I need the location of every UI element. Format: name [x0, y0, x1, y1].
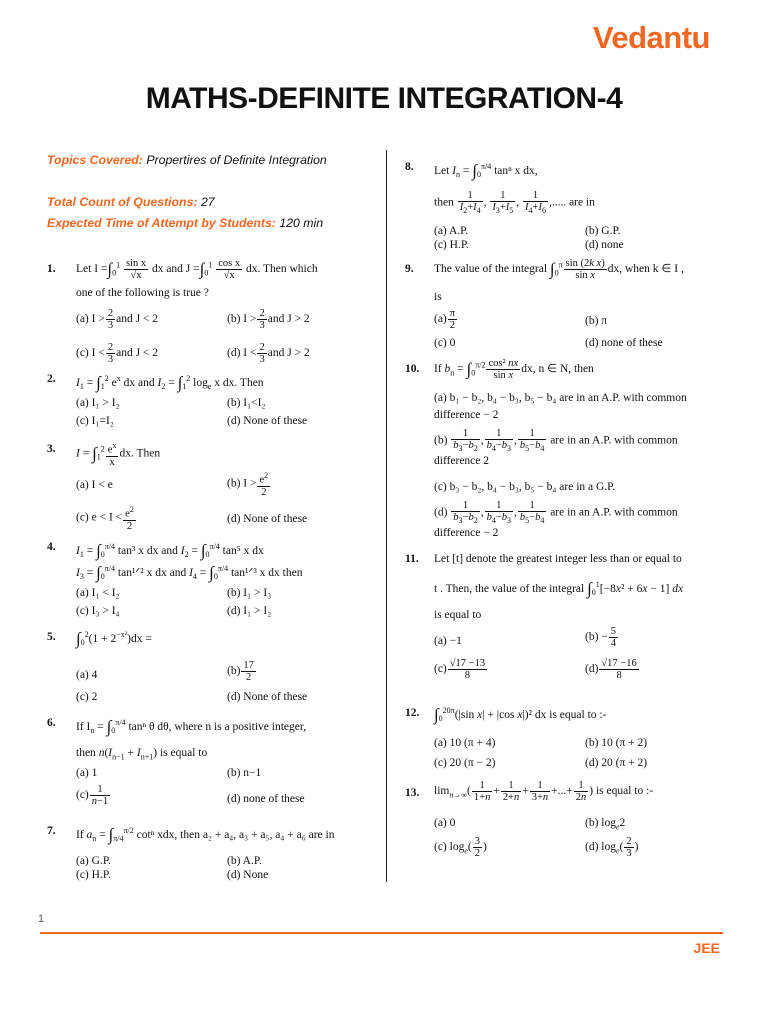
option-a: (a) −1 — [434, 635, 462, 647]
option-b: (b) $\log_e2$ — [585, 817, 626, 832]
q7-text: If — [76, 828, 84, 841]
q6-text: is equal to — [159, 747, 208, 759]
option-a: (a) I₁ > I₂ — [76, 397, 120, 409]
q4-text: tan⁵ x dx — [222, 544, 264, 557]
option-c: (c) $\log_e$( $\frac{3}{2}$ ) — [434, 836, 487, 859]
q10-text: dx, n ∈ N, then — [521, 363, 594, 376]
option-d: (d) $\log_e$( $\frac{2}{3}$ ) — [585, 836, 639, 859]
footer-divider — [40, 932, 723, 934]
q3-text: dx. Then — [119, 447, 161, 460]
count-line — [47, 192, 215, 213]
option-a: (a) 4 — [76, 669, 98, 681]
option-d: (d) $\frac{1}{b_3-b_2}$ , $\frac{1}{b_4-b_3}$ , $\frac{1}{b_5-b_4}$ are in an A.P. with common difference − 2 — [434, 500, 678, 540]
option-c: (c) I₃ > I₄ — [76, 605, 120, 617]
page-number: 1 — [38, 913, 45, 925]
option-b: (b) G.P. — [585, 225, 621, 237]
q1-text: dx and J = — [151, 263, 200, 276]
topics-value: Propertires of Definite Integration — [146, 153, 327, 167]
option-d: (d) 20 (π + 2) — [585, 757, 648, 769]
q4-text: tan¹ᐟ³ x dx then — [230, 566, 303, 579]
question-number: 4. — [47, 541, 56, 553]
exam-tag: JEE — [693, 940, 720, 956]
q9-text: dx, when k ∈ I , — [607, 263, 684, 276]
question-number: 12. — [405, 707, 420, 719]
option-c: (c) H.P. — [76, 869, 111, 881]
option-c: (c) I < $\frac{2}{3}$ and J < 2 — [76, 342, 159, 365]
option-a: (a) I < e — [76, 479, 113, 491]
q11-text: Let [t] denote the greatest integer less than or equal to — [434, 553, 682, 565]
option-c: (c) b₃ − b₂, b₄ − b₃, b₅ − b₄ are in a G.P. — [434, 481, 616, 493]
q6-text: If I — [76, 720, 91, 733]
question-number: 5. — [47, 631, 56, 643]
option-b: (b) I₁<I₂ — [227, 397, 266, 409]
q9-text: The value of the integral — [434, 263, 548, 276]
q8-text: Let — [434, 164, 450, 177]
option-c: (c) 20 (π − 2) — [434, 757, 496, 769]
option-c: (c) 0 — [434, 337, 456, 349]
option-d: (d) None of these — [227, 513, 308, 525]
option-c: (c) H.P. — [434, 239, 469, 251]
q13-text: is equal to :- — [595, 785, 654, 798]
q2-text: . Then — [234, 376, 264, 389]
option-d: (d) $\frac{√17 -16}{8}$ — [585, 658, 637, 681]
topics-label: Topics Covered: — [47, 153, 143, 167]
option-a: (a) A.P. — [434, 225, 469, 237]
topics-line — [47, 150, 367, 171]
option-c: (c) $\frac{√17 -13}{8}$ — [434, 658, 486, 681]
option-c: (c) $\frac{1}{n-1}$ — [76, 784, 109, 807]
question-number: 13. — [405, 787, 420, 799]
question-number: 1. — [47, 263, 56, 275]
q5-text: dx = — [131, 632, 152, 645]
q9-text: is — [434, 291, 442, 303]
option-d: (d) I₁ > I₂ — [227, 605, 272, 617]
vedantu-logo: Vedantu — [592, 20, 710, 55]
option-a: (a) 1 — [76, 767, 98, 779]
q4-text: tan³ x dx and — [117, 544, 178, 557]
option-c: (c) I₁=I₂ — [76, 415, 114, 427]
option-d: (d) None — [227, 869, 269, 881]
question-number: 6. — [47, 717, 56, 729]
option-b: (b) 10 (π + 2) — [585, 737, 648, 749]
q11-text: is equal to — [434, 609, 482, 621]
q8-text: tanⁿ x dx, — [494, 164, 538, 177]
option-b: (b) I₁ > I₃ — [227, 587, 272, 599]
option-a: (a) 0 — [434, 817, 456, 829]
question-number: 9. — [405, 263, 414, 275]
option-b: (b) I > $\frac{2}{3}$ and J > 2 — [227, 308, 310, 331]
option-a: (a) I₁ < I₂ — [76, 587, 120, 599]
option-a: (a) G.P. — [76, 855, 111, 867]
option-b: (b) $\frac{1}{b_3-b_2}$ , $\frac{1}{b_4-b_3}$ , $\frac{1}{b_5-b_4}$ are in an A.P. with common difference 2 — [434, 428, 678, 468]
option-b: (b) − $\frac{5}{4}$ — [585, 626, 617, 649]
option-d: (d) none — [585, 239, 624, 251]
option-b: (b) n−1 — [227, 767, 262, 779]
count-label: Total Count of Questions: — [47, 195, 198, 209]
option-b: (b) $\frac{17}{2}$ — [227, 660, 254, 683]
q1-text: dx. Then which — [245, 263, 318, 276]
option-d: (d) I < $\frac{2}{3}$ and J > 2 — [227, 342, 310, 365]
option-a: (a) 10 (π + 4) — [434, 737, 496, 749]
option-d: (d) None of these — [227, 691, 308, 703]
q2-text: and — [138, 376, 155, 389]
question-number: 2. — [47, 373, 56, 385]
option-c: (c) 2 — [76, 691, 98, 703]
column-divider — [386, 150, 387, 882]
q12-text: dx is equal to :- — [534, 708, 607, 721]
page-title: MATHS-DEFINITE INTEGRATION-4 — [145, 82, 623, 115]
question-number: 11. — [405, 553, 419, 565]
q4-text: tan¹ᐟ² x dx and — [117, 566, 187, 579]
q8-text: ,..... are in — [548, 196, 595, 209]
question-number: 10. — [405, 363, 420, 375]
count-value: 27 — [200, 195, 215, 209]
q7-text: cotⁿ xdx, then a₂ + a₄, a₃ + a₅, a₄ + a₆ are in — [136, 828, 335, 841]
q6-text: then — [76, 747, 96, 759]
q6-text: tanⁿ θ dθ, where n is a positive integer, — [128, 720, 307, 733]
option-a: (a) I > $\frac{2}{3}$ and J < 2 — [76, 308, 159, 331]
time-label: Expected Time of Attempt by Students: — [47, 216, 276, 230]
q1-text: one of the following is true ? — [76, 287, 209, 299]
question-number: 7. — [47, 825, 56, 837]
time-line — [47, 213, 377, 234]
option-b: (b) A.P. — [227, 855, 262, 867]
question-number: 3. — [47, 443, 56, 455]
time-value: 120 min — [279, 216, 324, 230]
q10-text: If — [434, 363, 442, 376]
option-d: (d) none of these — [585, 337, 663, 349]
option-d: (d) None of these — [227, 415, 308, 427]
option-b: (b) I > $\frac{e^2}{2}$ — [227, 471, 269, 498]
option-a: (a) $\frac{\pi}{2}$ — [434, 308, 456, 331]
option-b: (b) π — [585, 315, 608, 327]
q8-text: then — [434, 196, 454, 209]
q11-text: t . Then, the value of the integral — [434, 582, 585, 595]
option-a: (a) b₁ − b₂, b₄ − b₃, b₅ − b₄ are in an A.P. with common difference − 2 — [434, 392, 687, 421]
q1-text: Let I = — [76, 263, 108, 276]
option-d: (d) none of these — [227, 793, 305, 805]
question-number: 8. — [405, 161, 414, 173]
option-c: (c) e < I < $\frac{e^2}{2}$ — [76, 505, 134, 532]
